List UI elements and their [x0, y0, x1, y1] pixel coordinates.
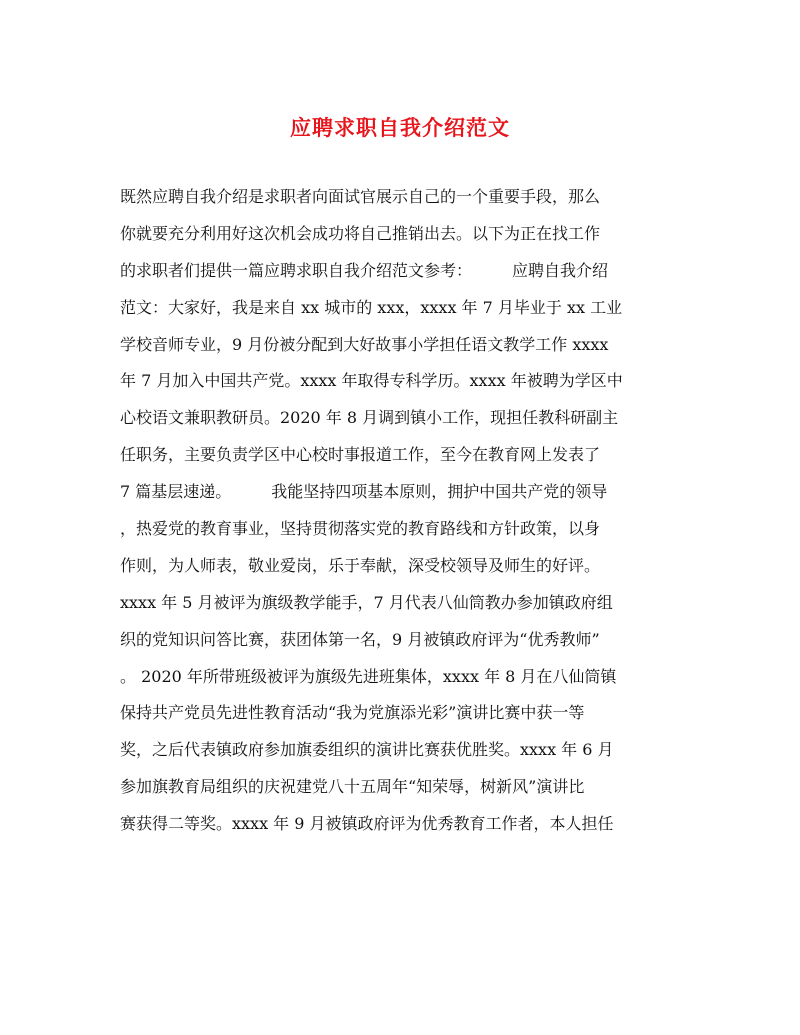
body-line: 作则，为人师表，敬业爱岗，乐于奉献，深受校领导及师生的好评。 [120, 555, 601, 575]
document-title: 应聘求职自我介绍范文 [290, 115, 510, 140]
body-line: 范文：大家好，我是来自 xx 城市的 xxx，xxxx 年 7 月毕业于 xx 工业 [120, 297, 623, 317]
body-line: 保持共产党员先进性教育活动“我为党旗添光彩”演讲比赛中获一等 [120, 703, 585, 723]
body-line: 参加旗教育局组织的庆祝建党八十五周年“知荣辱，树新风”演讲比 [120, 777, 585, 797]
body-line: 。 2020 年所带班级被评为旗级先进班集体，xxxx 年 8 月在八仙筒镇 [120, 666, 617, 686]
body-line: 的求职者们提供一篇应聘求职自我介绍范文参考： 应聘自我介绍 [120, 260, 609, 280]
body-line: 学校音师专业，9 月份被分配到大好故事小学担任语文教学工作 xxxx [120, 334, 609, 354]
body-line: 任职务，主要负责学区中心校时事报道工作，至今在教育网上发表了 [120, 445, 601, 465]
body-line: 心校语文兼职教研员。2020 年 8 月调到镇小工作，现担任教科研副主 [120, 408, 619, 428]
body-line: 赛获得二等奖。xxxx 年 9 月被镇政府评为优秀教育工作者，本人担任 [120, 814, 614, 834]
body-line: 织的党知识问答比赛，获团体第一名，9 月被镇政府评为“优秀教师” [120, 629, 600, 649]
body-line: 年 7 月加入中国共产党。xxxx 年取得专科学历。xxxx 年被聘为学区中 [120, 371, 623, 391]
document-body [120, 179, 680, 843]
body-line: 奖，之后代表镇政府参加旗委组织的演讲比赛获优胜奖。xxxx 年 6 月 [120, 740, 614, 760]
body-line: 7 篇基层速递。 我能坚持四项基本原则，拥护中国共产党的领导 [120, 482, 608, 502]
body-line: ，热爱党的教育事业，坚持贯彻落实党的教育路线和方针政策，以身 [120, 519, 601, 539]
body-line: 既然应聘自我介绍是求职者向面试官展示自己的一个重要手段，那么 [120, 187, 601, 206]
body-line: 你就要充分利用好这次机会成功将自己推销出去。以下为正在找工作 [120, 223, 601, 243]
body-line: xxxx 年 5 月被评为旗级教学能手，7 月代表八仙筒教办参加镇政府组 [120, 592, 613, 612]
